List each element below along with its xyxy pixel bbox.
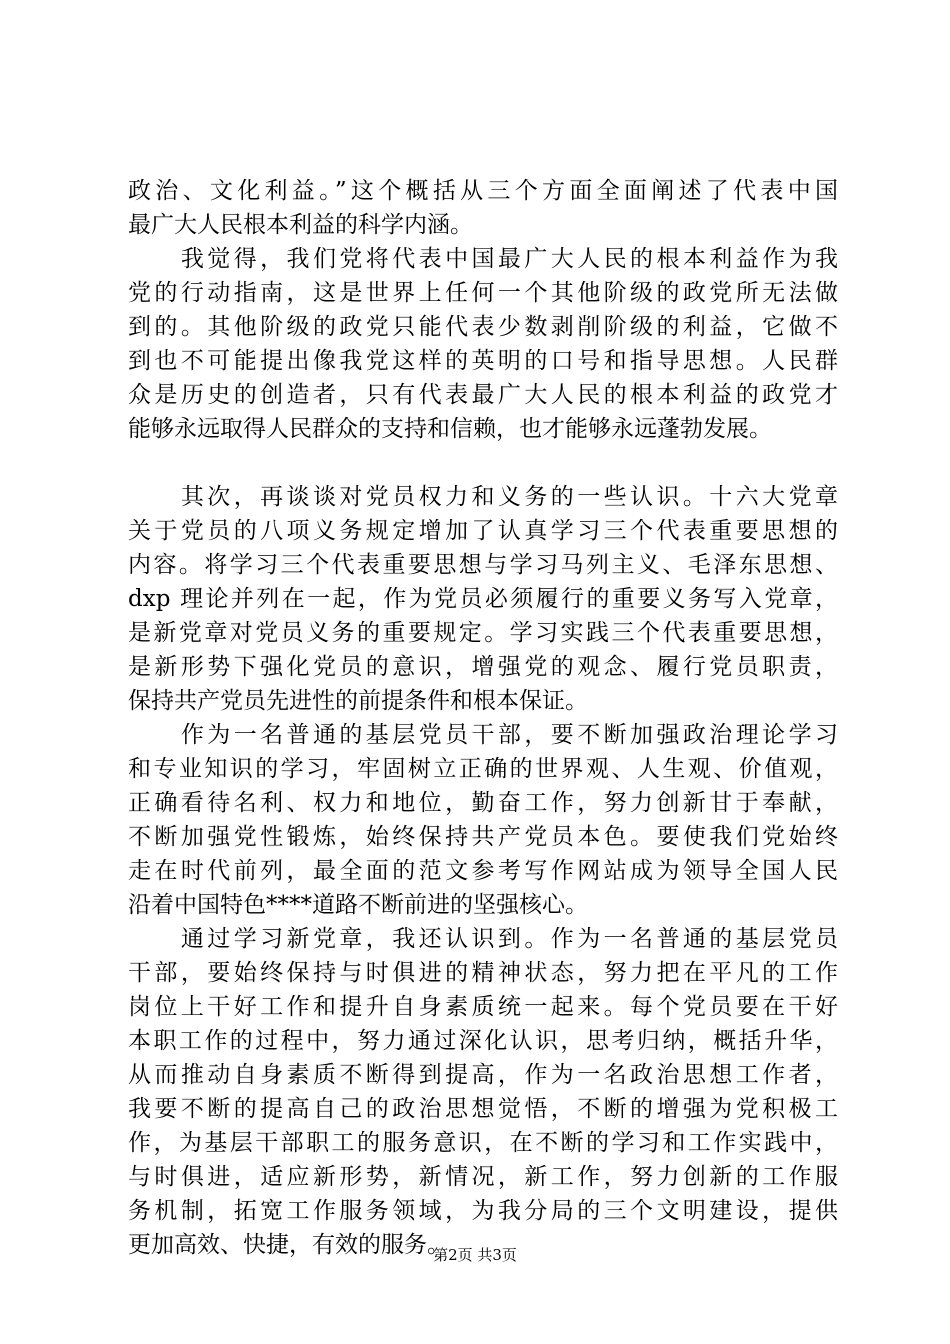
text-line: dxp 理论并列在一起，作为党员必须履行的重要义务写入党章， [128,586,838,612]
text-line: 其次，再谈谈对党员权力和义务的一些认识。十六大党章 [128,484,838,510]
text-line: 保持共产党员先进性的前提条件和根本保证。 [128,688,588,714]
paragraph-5 [128,922,838,1262]
text-line: 我要不断的提高自己的政治思想觉悟，不断的增强为党积极工 [128,1096,838,1122]
text-line: 务机制，拓宽工作服务领域，为我分局的三个文明建设，提供 [128,1198,838,1224]
text-line: 作，为基层干部职工的服务意识，在不断的学习和工作实践中， [128,1130,838,1156]
text-line: 干部，要始终保持与时俱进的精神状态，努力把在平凡的工作 [128,960,838,986]
text-line: 内容。将学习三个代表重要思想与学习马列主义、毛泽东思想、 [128,552,838,578]
text-line: 到也不可能提出像我党这样的英明的口号和指导思想。人民群 [128,348,838,374]
text-line: 更加高效、快捷，有效的服务。 [128,1232,450,1258]
text-line: 走在时代前列，最全面的范文参考写作网站成为领导全国人民 [128,858,838,884]
text-line: 不断加强党性锻炼，始终保持共产党员本色。要使我们党始终 [128,824,838,850]
text-line: 岗位上干好工作和提升自身素质统一起来。每个党员要在干好 [128,994,838,1020]
text-line: 能够永远取得人民群众的支持和信赖，也才能够永远蓬勃发展。 [128,416,772,442]
text-line: 通过学习新党章，我还认识到。作为一名普通的基层党员 [128,926,838,952]
text-line: 众是历史的创造者，只有代表最广大人民的根本利益的政党才 [128,382,838,408]
document-body [128,174,838,1262]
text-line: 和专业知识的学习，牢固树立正确的世界观、人生观、价值观， [128,756,838,782]
paragraph-1 [128,174,838,242]
paragraph-2 [128,242,838,446]
text-line: 政治、文化利益。”这个概括从三个方面全面阐述了代表中国 [128,178,838,204]
text-line: 与时俱进，适应新形势，新情况，新工作，努力创新的工作服 [128,1164,838,1190]
text-line: 党的行动指南，这是世界上任何一个其他阶级的政党所无法做 [128,280,838,306]
text-line: 正确看待名利、权力和地位，勤奋工作，努力创新甘于奉献， [128,790,838,816]
text-line: 是新党章对党员义务的重要规定。学习实践三个代表重要思想， [128,620,838,646]
paragraph-4 [128,718,838,922]
paragraph-3 [128,480,838,718]
text-line: 我觉得，我们党将代表中国最广大人民的根本利益作为我 [128,246,838,272]
text-line: 是新形势下强化党员的意识，增强党的观念、履行党员职责， [128,654,838,680]
text-line: 最广大人民根本利益的科学内涵。 [128,212,473,238]
text-line: 从而推动自身素质不断得到提高，作为一名政治思想工作者， [128,1062,838,1088]
text-line: 到的。其他阶级的政党只能代表少数剥削阶级的利益，它做不 [128,314,838,340]
page-number-footer: 第2页 共3页 [433,1246,517,1264]
text-line: 沿着中国特色****道路不断前进的坚强核心。 [128,892,588,918]
text-line: 关于党员的八项义务规定增加了认真学习三个代表重要思想的 [128,518,838,544]
text-line: 作为一名普通的基层党员干部，要不断加强政治理论学习 [128,722,838,748]
paragraph-spacer [128,446,838,480]
text-line: 本职工作的过程中，努力通过深化认识，思考归纳，概括升华， [128,1028,838,1054]
